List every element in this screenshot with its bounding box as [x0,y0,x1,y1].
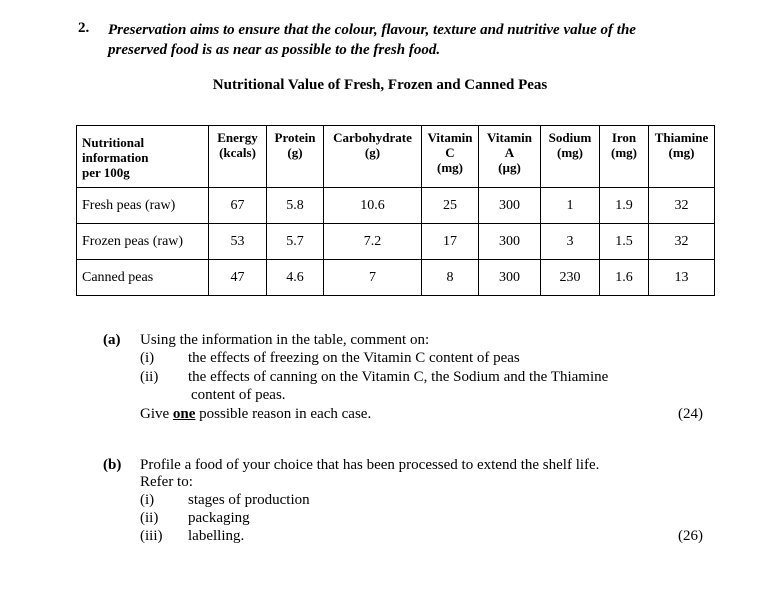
part-a-label: (a) [103,332,121,348]
question-intro [108,20,728,60]
header-cell: Energy (kcals) [209,126,267,188]
table-cell: 67 [209,188,267,224]
table-cell: Fresh peas (raw) [77,188,209,224]
table-cell: 5.7 [267,224,324,260]
table-cell: 5.8 [267,188,324,224]
part-b-item-num: (i) [140,492,155,508]
part-a-instruction: Give one possible reason in each case. [140,406,372,422]
table-cell: 10.6 [324,188,422,224]
table-cell: 25 [422,188,479,224]
part-a-item-text: the effects of canning on the Vitamin C, the Sodium and the Thiamine [188,369,609,385]
table-cell: 1.9 [600,188,649,224]
table-row [77,224,715,260]
part-a-item-num: (ii) [140,369,159,385]
header-cell: Sodium (mg) [541,126,600,188]
part-a-stem: Using the information in the table, comment on: [140,332,430,348]
part-b-stem: Profile a food of your choice that has been processed to extend the shelf life. [140,457,600,473]
table-cell: 4.6 [267,260,324,296]
table-cell: 47 [209,260,267,296]
table-cell: 32 [649,188,715,224]
header-cell: Carbohydrate (g) [324,126,422,188]
header-cell: Protein (g) [267,126,324,188]
table-cell: 1 [541,188,600,224]
part-b-item-num: (ii) [140,510,159,526]
part-b-item-text: stages of production [188,492,310,508]
table-cell: 300 [479,188,541,224]
table-cell: Frozen peas (raw) [77,224,209,260]
table-header-row [77,126,715,188]
intro-line-2: preserved food is as near as possible to the fresh food. [108,42,441,58]
emphasis-one: one [172,406,196,422]
part-b-item-text: packaging [188,510,250,526]
table-row [77,188,715,224]
table-cell: 17 [422,224,479,260]
table-cell: 300 [479,260,541,296]
question-number: 2. [78,20,90,36]
header-cell: Nutritional information per 100g [77,126,209,188]
part-a-item-text-continued: content of peas. [191,387,286,403]
part-b-item-num: (iii) [140,528,163,544]
table-cell: 53 [209,224,267,260]
part-b-item-text: labelling. [188,528,245,544]
intro-line-1: Preservation aims to ensure that the colour, flavour, texture and nutritive value of the [108,22,636,38]
table-cell: 7.2 [324,224,422,260]
part-a-item-num: (i) [140,350,155,366]
header-cell: Iron (mg) [600,126,649,188]
table-cell: 230 [541,260,600,296]
table-cell: 13 [649,260,715,296]
header-cell: Thiamine (mg) [649,126,715,188]
header-cell: Vitamin A (µg) [479,126,541,188]
table-cell: 1.5 [600,224,649,260]
nutrition-table [76,125,715,296]
table-cell: 32 [649,224,715,260]
part-b-refer: Refer to: [140,474,193,490]
table-cell: 7 [324,260,422,296]
part-b-label: (b) [103,457,122,473]
table-cell: 8 [422,260,479,296]
header-cell: Vitamin C (mg) [422,126,479,188]
table-cell: 1.6 [600,260,649,296]
table-cell: 3 [541,224,600,260]
part-b-marks: (26) [678,528,703,544]
table-cell: 300 [479,224,541,260]
part-a-item-text: the effects of freezing on the Vitamin C content of peas [188,350,520,366]
table-row [77,260,715,296]
table-cell: Canned peas [77,260,209,296]
part-a-marks: (24) [678,406,703,422]
table-title: Nutritional Value of Fresh, Frozen and Canned Peas [212,77,548,93]
